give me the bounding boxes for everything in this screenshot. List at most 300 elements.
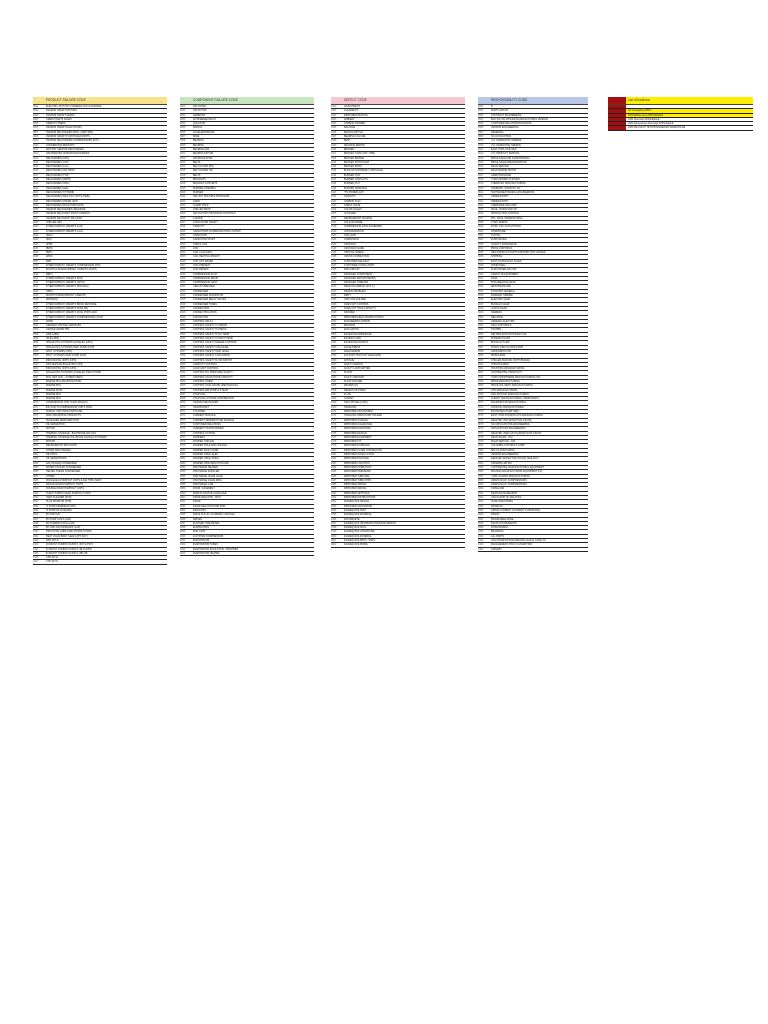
row-code: 0079 — [478, 440, 484, 444]
row-code: 0092 — [33, 496, 39, 500]
row-description: ELIMINATORS — [193, 526, 209, 530]
row-code: 0024 — [180, 208, 186, 212]
row-code: 0094 — [180, 508, 186, 512]
row-description: ALIGNMENT — [344, 109, 358, 113]
row-description: CUSTOMER RELATIONS/DIVISIONS — [491, 122, 532, 126]
row-description: CONTINENTAL PRODUCTS — [491, 371, 522, 375]
row-description: MUSC, PRI, SAN ANTONIO — [491, 225, 521, 229]
row-code: 0077 — [478, 431, 484, 435]
row-code: 0078 — [478, 435, 484, 439]
row-code: 0090 — [478, 487, 484, 491]
row-description: CRISIS CURRENT (CURRENT & WINDOWS) — [491, 508, 541, 512]
row-code: 0095 — [33, 508, 39, 512]
row-code: 0085 — [180, 470, 186, 474]
row-description: 2302 Riverside WHOLESALE — [628, 117, 660, 121]
row-description: MARINE PKG — [46, 384, 62, 388]
table-row[interactable] — [608, 126, 753, 130]
row-description: DRAIN PAN — [193, 508, 206, 512]
row-code: 0087 — [478, 474, 484, 478]
row-code: 0107 — [331, 135, 337, 139]
row-code: 0041 — [478, 276, 484, 280]
row-code: 0080 — [478, 444, 484, 448]
row-description: PRICE SALES AIR CONDITIONING — [491, 156, 530, 160]
row-code: 0099 — [33, 526, 39, 530]
row-description: YORK MARINE SYSTEMS — [491, 178, 520, 182]
row-description: BELTS — [193, 160, 201, 164]
row-description: VENDOR RECOVERY FIRST COMPANY — [46, 212, 91, 216]
row-description: BEARING ASS — [193, 147, 210, 151]
row-description: INTERCOMPANY CREDITS (PAX) — [46, 276, 84, 280]
row-description: CAPACITY — [193, 225, 205, 229]
row-code: 0171 — [331, 410, 337, 414]
row-description: CONTROL UNCLOSURE (MECHANICAL) — [193, 384, 239, 388]
row-description: FIELD REPAIR SHOPS — [491, 169, 517, 173]
row-code: 0040 — [33, 272, 39, 276]
row-description: REFRIGERANT CHARGE — [344, 216, 372, 220]
row-code: 0013 — [180, 160, 186, 164]
row-code: 0173 — [331, 418, 337, 422]
row-description: No Competitive WHO — [626, 109, 753, 112]
row-description: RECOVERIES (ORC) — [46, 182, 70, 186]
row-code: 0103 — [331, 117, 337, 121]
row-description: AIR COOLED CONDENSER — [46, 461, 77, 465]
row-code: 0165 — [331, 384, 337, 388]
row-description: CHEMPLEX MANUFACTURING — [491, 182, 526, 186]
row-description: CRANKSHAFT — [193, 405, 210, 409]
row-code: 0160 — [331, 362, 337, 366]
row-code: 0053 — [478, 328, 484, 332]
row-description: GENERAL TESTING SERVICES — [46, 324, 82, 328]
row-code: 0114 — [331, 165, 337, 169]
row-description: CONTINENTAL MANUFACTURING EQUIPMENT — [491, 465, 544, 469]
row-code: 0065 — [180, 384, 186, 388]
row-code: 0004 — [180, 122, 186, 126]
row-code: 0029 — [33, 225, 39, 229]
row-code: 0127 — [331, 221, 337, 225]
row-description: MANAGEMENT POLICY EXCEPTION — [491, 543, 532, 547]
row-code: 0120 — [331, 190, 337, 194]
row-description: CLAMP HOLD — [193, 203, 209, 207]
row-description: HALF PHASE (LOSS) — [344, 401, 368, 405]
row-code: 0083 — [180, 461, 186, 465]
row-description: CUSTOMER NEGLECT — [344, 259, 370, 263]
row-code: 0016 — [478, 169, 484, 173]
row-description: DISCHARGE VALVE CAGE — [193, 474, 223, 478]
row-description: DOOR / ASSEMBLY — [193, 487, 215, 491]
row-description: UPS MANUFACTURING — [491, 388, 518, 392]
row-description: ANTIFREEZE RELAY — [193, 117, 217, 121]
row-description: RECOVERIES (PACE PORTLAND) — [46, 203, 84, 207]
row-description: DISCHARGE MUFFLER — [193, 470, 220, 474]
row-code: 0012 — [180, 156, 186, 160]
row-description: PHILADELPHIA GEAR — [491, 281, 516, 285]
row-code: 0010 — [33, 143, 39, 147]
row-description: "TO POWER AUX" — [344, 190, 365, 194]
location-key-header[interactable] — [608, 97, 753, 105]
row-description: FLOAT FAILURE — [344, 380, 363, 383]
responsibility-header[interactable] — [478, 97, 588, 105]
row-description: LIFESTYLE EQUIPMENT — [491, 272, 519, 276]
table-row[interactable] — [331, 543, 465, 547]
row-code: 0102 — [33, 538, 39, 542]
row-description: CLOGGED — [344, 212, 356, 216]
row-code: 0028 — [33, 221, 39, 225]
location-key-table — [608, 97, 753, 131]
row-description: IPI CMP-AIR HANDLERS (LAR) — [46, 526, 81, 530]
row-code: 0106 — [331, 130, 337, 134]
row-description: SHIPPING — [491, 255, 503, 259]
row-description: UNIGERY — [491, 547, 502, 551]
row-description: CRACKED FLARE — [344, 246, 365, 250]
row-code: 0071 — [33, 405, 39, 409]
row-code: 0089 — [33, 483, 39, 487]
row-code: 0066 — [33, 384, 39, 388]
row-code: 0055 — [478, 337, 484, 341]
row-description: DELETED USED (UCCS) EFFECTIVE 3/31/99 — [491, 431, 541, 435]
row-description: IMPROPER DIAGNOSIS — [344, 427, 371, 431]
component-failure-table — [180, 97, 314, 556]
row-description: YORK INTERTHERM MANUFACTURING INC — [491, 375, 541, 379]
row-description: DIODE REACTOR PWR MOD — [193, 504, 226, 508]
row-code: 0103 — [33, 543, 39, 547]
row-code: 0162 — [331, 371, 337, 375]
row-description: ACCELEROMETER — [193, 130, 215, 134]
row-description: CONDENSER FAN MOTOR — [193, 294, 224, 298]
row-code: 0048 — [33, 306, 39, 310]
row-description: PACE - PORTLAND OR — [491, 208, 517, 212]
row-code: 0037 — [33, 259, 39, 263]
row-description: EXCESSIVE RUNOUT — [344, 341, 369, 345]
row-description: EROSION — [344, 324, 356, 328]
row-description: CONDENSER TUBES — [193, 302, 217, 306]
row-code: 0080 — [180, 448, 186, 452]
row-description: APPLICATIONS ENGINEERING — [491, 427, 526, 431]
row-code: 0033 — [33, 242, 39, 246]
row-code: 0184 — [331, 465, 337, 469]
row-description: DAMPER OPEN, PNEU — [193, 457, 219, 461]
row-description: VENDOR CREDIT MOTORS — [46, 109, 77, 113]
row-description: OIL SEPARATORS — [46, 457, 67, 461]
row-code: 0039 — [478, 268, 484, 272]
row-description: IT PUMP HEMIDENA (DRT) — [46, 504, 76, 508]
row-description: OIL PPKG — [46, 453, 58, 457]
row-code: 0100 — [33, 530, 39, 534]
row-code: 0044 — [478, 289, 484, 293]
row-description: RMT — [46, 259, 52, 263]
row-code: 0100 — [478, 530, 484, 534]
row-description: DAMPER INLET CONE — [193, 448, 219, 452]
row-code: 0038 — [478, 263, 484, 267]
row-code — [608, 126, 626, 129]
row-description: HONEYWELL — [491, 263, 507, 267]
row-code: 0167 — [331, 392, 337, 396]
row-code: 0083 — [478, 457, 484, 461]
row-description: DAMPERS — [193, 435, 205, 439]
row-code: 0101 — [180, 538, 186, 542]
row-description: OTHER RECOVERIES — [46, 448, 71, 452]
row-description: MONTH INTERCOMPANY CREDITS — [46, 294, 86, 298]
row-description: COIL CLOGGING — [193, 251, 213, 255]
row-description: DAMAGED COMPONENT — [344, 272, 373, 276]
row-code: 0058 — [33, 349, 39, 353]
table-row[interactable] — [33, 560, 167, 564]
row-description: RECOVERIES (AVT-WPR) — [46, 169, 75, 173]
row-code: 0026 — [180, 216, 186, 220]
row-description: VENDOR CREDIT PURCHASED PARTS — [46, 135, 90, 139]
row-code: 0036 — [180, 259, 186, 263]
row-description: INADEQUATE MATERIAL — [344, 513, 372, 517]
row-code: 0091 — [33, 491, 39, 495]
row-description: CONTAMINATION — [344, 229, 364, 233]
row-description: VENDOR CREDIT ELECTRONIC — [46, 126, 82, 130]
row-code: 0057 — [478, 345, 484, 349]
responsibility-rows — [478, 105, 588, 552]
row-code: 0095 — [180, 513, 186, 517]
row-code: 0096 — [33, 513, 39, 517]
row-code: 0042 — [180, 285, 186, 289]
row-code: 0082 — [180, 457, 186, 461]
row-description: INTERCOMPANY CREDITS PACE PRI — [46, 306, 88, 310]
row-code: 0101 — [33, 534, 39, 538]
row-description: COUPLING SYSTEM COMPRESSOR — [193, 397, 234, 401]
row-description: DOUBLE DRUM PUMPOUT UNITS — [46, 487, 85, 491]
row-description — [626, 105, 753, 108]
row-code: 0088 — [180, 483, 186, 487]
row-code: 0093 — [33, 500, 39, 504]
row-code: 0014 — [478, 160, 484, 164]
row-code: 0001 — [33, 105, 39, 108]
row-code: 0059 — [478, 354, 484, 358]
row-description: INADEQUATE PRIME — [344, 543, 368, 547]
row-code: 0009 — [180, 143, 186, 147]
row-description: OMAHA MULTI COMPRESSORS — [491, 483, 527, 487]
row-description: MARINE FANS — [46, 388, 63, 392]
row-code: 0089 — [478, 483, 484, 487]
row-code: 0073 — [33, 414, 39, 418]
row-code: 0097 — [478, 517, 484, 521]
row-description: E-SYSTEM COMPRESSOR — [193, 534, 224, 538]
row-description: CREDIT OTHERS — [46, 122, 66, 126]
row-code: 0157 — [331, 349, 337, 353]
row-code: 0081 — [180, 453, 186, 457]
row-code: 0185 — [331, 470, 337, 474]
row-code: 0072 — [478, 410, 484, 414]
row-description: INTERCOMPANY CREDITS COMPRESSORS (NOP) — [46, 315, 104, 319]
row-description: HITACHI JAPAN — [491, 362, 509, 366]
row-description: IMPROPER TUBE SEE — [344, 474, 370, 478]
row-code: 0065 — [478, 380, 484, 383]
row-code: 0116 — [331, 173, 337, 177]
row-code: 0026 — [33, 212, 39, 216]
row-description: FLOOD — [344, 371, 353, 375]
row-code: 0002 — [478, 109, 484, 113]
row-code: 0003 — [478, 113, 484, 117]
row-code: 0099 — [180, 530, 186, 534]
row-code: 0106 — [33, 556, 39, 560]
row-description: CONTROL SYSTEM — [193, 431, 216, 435]
row-description: IMPROPER DESIGN — [344, 431, 367, 435]
row-description: DAMAGED RETURN BENDS — [344, 276, 376, 280]
row-code: 0141 — [331, 281, 337, 285]
row-description: CONTROL TIMER — [193, 380, 213, 383]
row-description: COMPRESSOR UNIT (CARL PHILLIS) — [46, 401, 88, 405]
component-failure-header[interactable] — [180, 97, 314, 105]
row-description: IMPROPER PRESSURE — [344, 470, 371, 474]
row-description: CONTROL SOLID STATE CAPACITY — [193, 375, 233, 379]
row-description: DAMPER OPEN, ELEC — [193, 453, 219, 457]
row-code: 0019 — [180, 186, 186, 190]
row-code: 0090 — [33, 487, 39, 491]
row-description: MARINE PKG — [46, 397, 62, 401]
row-description: WELDING ERROR — [344, 143, 365, 147]
row-code: 0075 — [33, 422, 39, 426]
row-code: 0169 — [331, 401, 337, 405]
row-description: BURNER ASSEMBLY — [193, 186, 217, 190]
row-code: 0009 — [478, 139, 484, 143]
row-code: 0055 — [33, 337, 39, 341]
row-description: FATIGUE — [344, 358, 355, 362]
row-description: CONDENSER — [193, 289, 209, 293]
product-failure-table — [33, 97, 167, 565]
row-description: MISC INDUSTRIAL PRODUCTS — [46, 414, 81, 418]
row-description: SCROLL UNIT PACE PORTLAND — [46, 410, 83, 414]
row-code: 0108 — [331, 139, 337, 143]
row-description: LUFKIN GEAR — [491, 306, 507, 310]
row-code: 0064 — [180, 380, 186, 383]
row-code: 0059 — [180, 358, 186, 362]
row-description: WHATSIT VENDOR RECOVERIES — [46, 147, 84, 151]
row-code: 0103 — [180, 547, 186, 551]
product-failure-header[interactable] — [33, 97, 167, 105]
row-code: 0060 — [180, 362, 186, 366]
row-code: 0077 — [180, 435, 186, 439]
row-code: 0011 — [478, 147, 484, 151]
row-description: NPG 4FT-N — [46, 538, 59, 542]
row-code: 0097 — [180, 521, 186, 525]
row-description: CHECK VALVE — [344, 203, 361, 207]
row-description: YORK WORKS — [491, 221, 508, 225]
row-code: 0021 — [33, 190, 39, 194]
row-description: DELTROL/DISCONTINUED USE — [491, 332, 527, 336]
row-code: 0055 — [180, 341, 186, 345]
row-code: 0006 — [33, 126, 39, 130]
row-code: 0191 — [331, 496, 337, 500]
row-code: 0013 — [478, 156, 484, 160]
row-description: DAM CIRCUIT — [344, 268, 360, 272]
row-description: DIODE REACTOR - MOD — [193, 496, 221, 500]
row-description: INDOOR PKG UNITS (UPS) — [46, 358, 77, 362]
row-description: BEARING FAILURE — [344, 135, 366, 139]
row-code: 0030 — [180, 233, 186, 237]
row-code: 0093 — [478, 500, 484, 504]
row-description: CRACKED — [344, 242, 356, 246]
row-description: NO ACCOUNTING — [491, 135, 512, 139]
row-code: 0147 — [331, 306, 337, 310]
row-code: 0140 — [331, 276, 337, 280]
table-row[interactable] — [180, 552, 314, 556]
row-description: FIELD SALES - NOI — [491, 435, 513, 439]
row-description: VERT CLEANER (PVR) — [46, 496, 72, 500]
row-code: 0014 — [180, 165, 186, 169]
row-code: 0201 — [331, 538, 337, 542]
row-code: 0187 — [331, 478, 337, 482]
row-description: CONTROL SAFETY HI OIL TEMP — [193, 332, 230, 336]
row-code: 0190 — [331, 491, 337, 495]
row-description: COIL HOT WATER — [193, 259, 214, 263]
row-description: PKG UNIT COIL - OTHER (FRES) — [46, 375, 83, 379]
row-code: 0022 — [33, 195, 39, 199]
row-description: BRACKETS — [193, 178, 206, 182]
responsibility-header-label: RESPONSIBILITY CODE — [491, 98, 528, 102]
row-description: WATER COOLED CONDENSER — [46, 465, 82, 469]
row-code: 0011 — [33, 147, 39, 151]
row-description: DAMPER LINKAGE — [193, 440, 215, 444]
row-code: 0134 — [331, 251, 337, 255]
row-code: 0131 — [331, 238, 337, 242]
row-description: IMPROPER GROUNDING — [344, 504, 373, 508]
row-description: COLUMBIA CONTROLS CORP — [491, 444, 525, 448]
row-code: 0032 — [478, 238, 484, 242]
row-code: 0003 — [180, 117, 186, 121]
row-description: EAST YORK COIL MFG — [491, 147, 517, 151]
row-description: 2322 Albuquerque Riverside WHOLESALE — [628, 122, 674, 126]
row-description: IMPROPER HANDLING — [344, 444, 370, 448]
row-description: HEAT VALVE BODY SEALS (IPT-SGT) — [46, 534, 88, 538]
row-code: 0142 — [331, 285, 337, 289]
row-description: VENDOR RECOVERIES COMPRESSORS (NOT) — [46, 139, 100, 143]
row-code: 0081 — [478, 448, 484, 452]
row-description: NO APPLICATIONS ENGINEERING — [491, 422, 530, 426]
row-code: 0080 — [33, 444, 39, 448]
row-code: 0144 — [331, 294, 337, 298]
row-description: DISCHARGE VALVE RING — [193, 478, 222, 482]
row-code: 0021 — [180, 195, 186, 199]
row-description: (BRT) — [46, 251, 53, 255]
row-description: FIELD SERVICE - NOI — [491, 440, 516, 444]
row-description: CONTROL SAFETY FREEZE CONTROL — [193, 341, 237, 345]
row-code: 0087 — [33, 474, 39, 478]
row-code: 0070 — [180, 405, 186, 409]
row-code: 0016 — [33, 169, 39, 173]
row-code: 0001 — [180, 109, 186, 113]
row-code: 0052 — [180, 328, 186, 332]
row-description: (RUBANO) — [46, 298, 58, 302]
row-code: 0064 — [33, 375, 39, 379]
row-description: QUALITY ASSURANCE — [491, 242, 517, 246]
row-code: 0029 — [478, 225, 484, 229]
row-code: 0088 — [33, 478, 39, 482]
row-code: 0148 — [331, 311, 337, 315]
row-description: IMPROPER INSTRUCTIONS — [344, 496, 376, 500]
row-description: DEFERRAL — [491, 130, 504, 134]
row-description: COIL — [193, 246, 199, 250]
row-code: 0104 — [478, 547, 484, 551]
row-description: RECOVERIES (ORC) — [46, 156, 70, 160]
row-code: 0097 — [33, 517, 39, 521]
row-code: 0166 — [331, 388, 337, 392]
row-code: 0063 — [478, 371, 484, 375]
row-description: INC ACID IN COMPRESSOR UNITS (PRS) — [46, 405, 93, 409]
row-description: BROKEN PISTON RAP — [344, 160, 370, 164]
row-code: 0025 — [478, 208, 484, 212]
table-row[interactable] — [478, 548, 588, 552]
row-description: INADEQUATE LITERATURE — [344, 530, 375, 534]
row-code: 0025 — [180, 212, 186, 216]
row-code: 0005 — [180, 126, 186, 130]
row-code: 0000 — [180, 105, 186, 108]
row-description: U.S. MARKETING SPEEDS — [491, 143, 521, 147]
defect-header[interactable] — [331, 97, 465, 105]
